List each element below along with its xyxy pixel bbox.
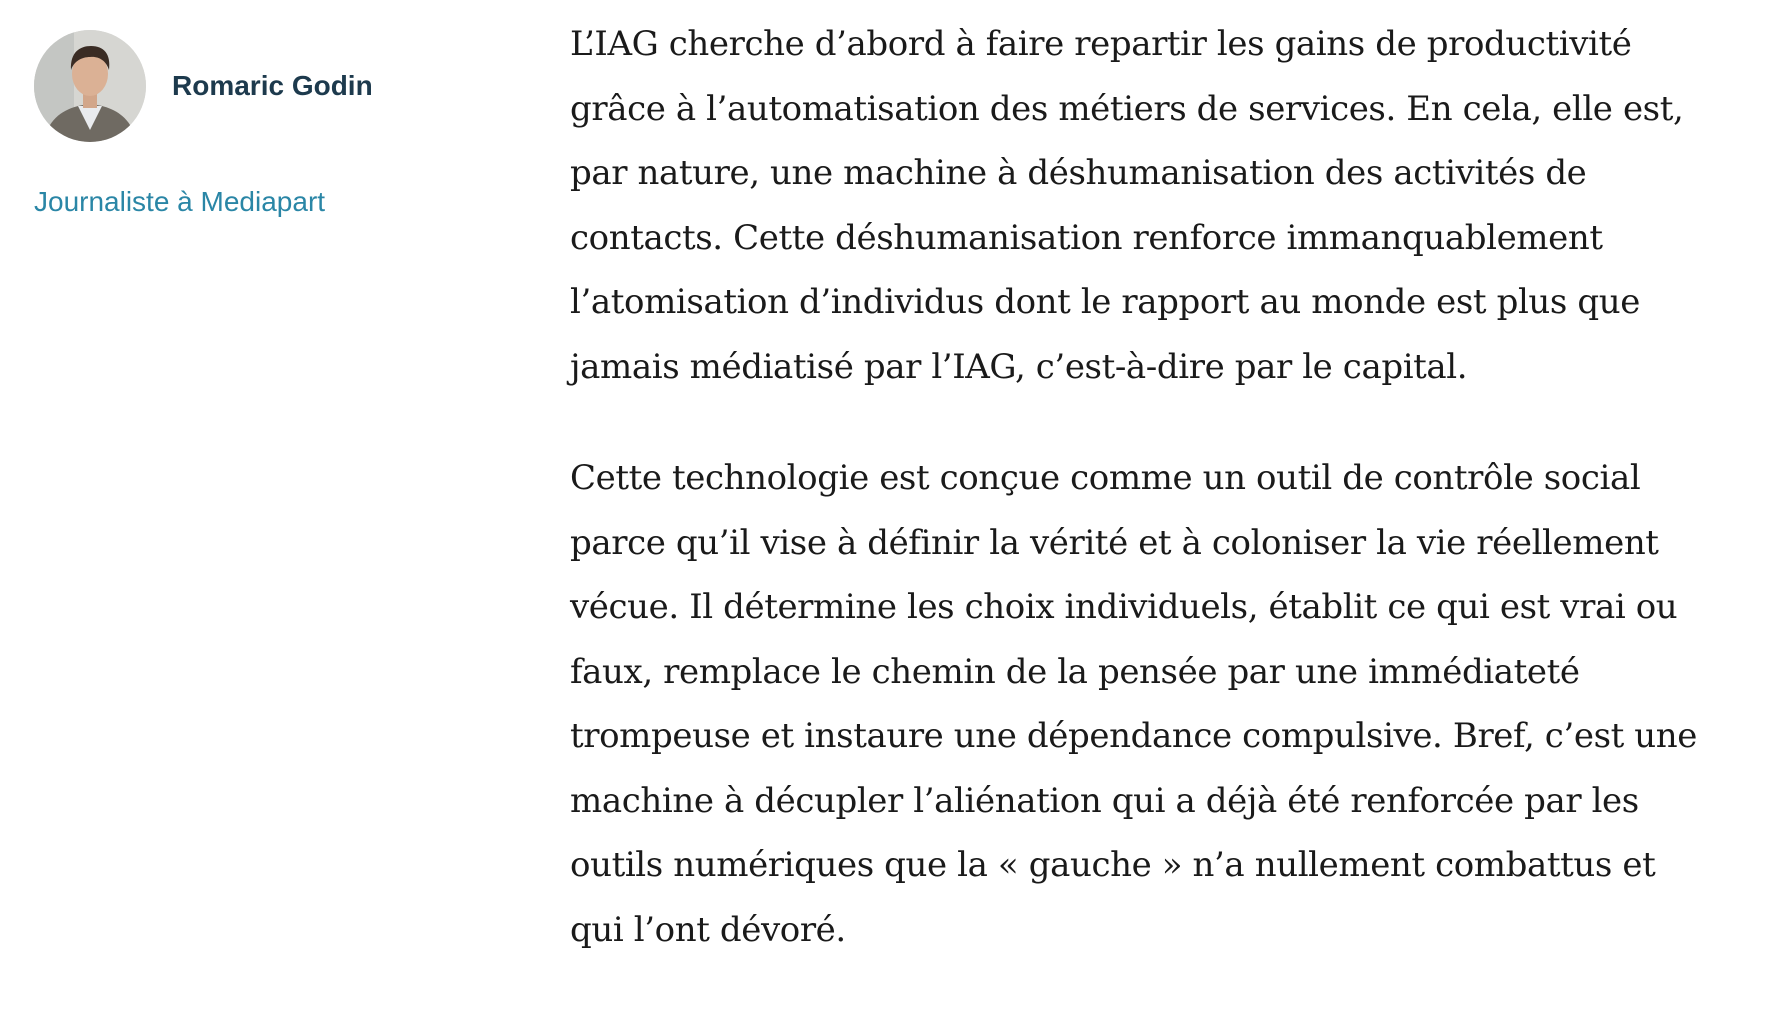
paragraph-line: par nature, une machine à déshumanisation des activités de <box>570 153 1587 193</box>
article-paragraph-1 <box>570 12 1750 399</box>
author-role-link[interactable]: Journaliste à Mediapart <box>34 186 326 217</box>
paragraph-line: contacts. Cette déshumanisation renforce immanquablement <box>570 217 1603 258</box>
paragraph-line: grâce à l’automatisation des métiers de services. En cela, elle est, <box>570 88 1684 129</box>
author-name-link[interactable]: Romaric Godin <box>172 70 373 101</box>
article-body <box>570 12 1750 1009</box>
author-row <box>34 30 474 142</box>
paragraph-line: jamais médiatisé par l’IAG, c’est-à-dire par le capital. <box>570 346 1468 387</box>
paragraph-line: vécue. Il détermine les choix individuels, établit ce qui est vrai ou <box>570 587 1678 627</box>
author-card <box>34 30 474 218</box>
author-avatar[interactable] <box>34 30 146 142</box>
paragraph-line: L’IAG cherche d’abord à faire repartir les gains de productivité <box>570 24 1632 64</box>
article-paragraph-2 <box>570 446 1750 962</box>
paragraph-line: outils numériques que la « gauche » n’a nullement combattus et <box>570 845 1656 885</box>
paragraph-line: machine à décupler l’aliénation qui a déjà été renforcée par les <box>570 780 1639 821</box>
paragraph-line: faux, remplace le chemin de la pensée par une immédiateté <box>570 651 1580 692</box>
paragraph-line: parce qu’il vise à définir la vérité et à coloniser la vie réellement <box>570 522 1659 563</box>
avatar-photo <box>34 30 146 142</box>
paragraph-line: l’atomisation d’individus dont le rapport au monde est plus que <box>570 282 1640 322</box>
paragraph-line: trompeuse et instaure une dépendance compulsive. Bref, c’est une <box>570 716 1698 756</box>
paragraph-line: Cette technologie est conçue comme un outil de contrôle social <box>570 458 1641 498</box>
paragraph-line: qui l’ont dévoré. <box>570 909 846 950</box>
